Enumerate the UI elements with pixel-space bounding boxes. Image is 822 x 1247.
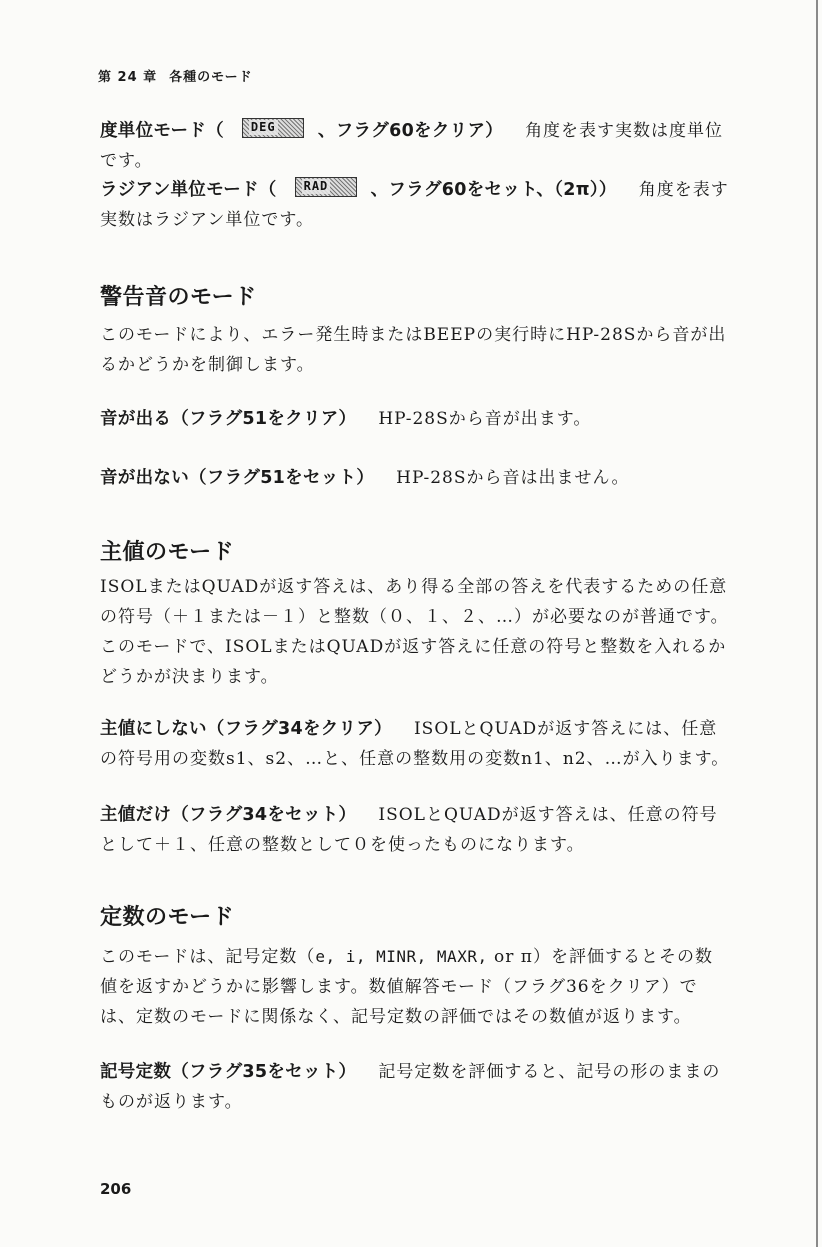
page-number: 206 [100,1180,132,1198]
beep-on-text: HP-28Sから音が出ます。 [378,409,592,429]
constants-intro-start: このモードは、記号定数（ [100,947,316,967]
symbolic-constants-lead: 記号定数（フラグ35をセット） [100,1062,357,1082]
principal-off-lead: 主値にしない（フラグ34をクリア） [100,719,392,739]
symbolic-constants-paragraph [100,1057,730,1117]
beep-off-lead: 音が出ない（フラグ51をセット） [100,468,375,488]
deg-annunciator-icon [242,118,304,138]
principal-on-lead: 主値だけ（フラグ34をセット） [100,805,357,825]
symbolic-constants-or-pi: or π [494,947,533,967]
constants-mode-heading: 定数のモード [100,905,235,930]
deg-annunciator-label: DEG [250,120,276,134]
running-header [98,66,253,85]
principal-off-paragraph [100,714,730,774]
radians-mode-lead: ラジアン単位モード（ [100,180,277,200]
constants-intro-rest: ）を評価するとその数値を返すかどうかに影響します。数値解答モード（フラグ36をクリア）では、定数のモードに関係なく、記号定数の評価ではその数値が返ります。 [100,947,713,1027]
degrees-mode-text: 角度を表す実数は度単位です。 [100,121,724,171]
radians-mode-paragraph [100,175,730,235]
beep-on-paragraph [100,404,730,434]
principal-mode-intro: ISOLまたはQUADが返す答えは、あり得る全部の答えを代表するための任意の符号（＋１または－１）と整数（０、１、２、…）が必要なのが普通です。このモードで、ISOLまたはQUADが返す答えに任意の符号と整数を入れるかどうかが決まります。 [100,577,729,687]
degrees-mode-flag: 、フラグ60をクリア） [317,121,504,141]
rad-annunciator-icon [295,177,357,197]
radians-mode-text: 角度を表す実数はラジアン単位です。 [100,180,729,230]
beep-on-lead: 音が出る（フラグ51をクリア） [100,409,357,429]
beep-off-text: HP-28Sから音は出ません。 [396,468,630,488]
symbolic-constants-list: e, i, MINR, MAXR, [315,947,488,966]
rad-annunciator-label: RAD [303,179,329,193]
principal-off-text: ISOLとQUADが返す答えには、任意の符号用の変数s1、s2、…と、任意の整数用の変数n1、n2、…が入ります。 [100,719,730,769]
beep-mode-heading: 警告音のモード [100,285,257,310]
degrees-mode-lead: 度単位モード（ [100,121,224,141]
chapter-title: 各種のモード [169,70,253,85]
beep-off-paragraph [100,463,730,493]
principal-on-paragraph [100,800,730,860]
radians-mode-flag: 、フラグ60をセット、（2π）） [370,180,617,200]
symbolic-constants-text: 記号定数を評価すると、記号の形のままのものが返ります。 [100,1062,721,1112]
constants-mode-intro [100,942,730,1032]
principal-mode-heading: 主値のモード [100,540,235,565]
page-edge-line [816,0,818,1247]
degrees-mode-paragraph [100,116,730,176]
principal-on-text: ISOLとQUADが返す答えは、任意の符号として＋１、任意の整数として０を使ったものになります。 [100,805,718,855]
chapter-number: 第 24 章 [98,70,158,85]
beep-mode-intro: このモードにより、エラー発生時またはBEEPの実行時にHP-28Sから音が出るかどうかを制御します。 [100,325,727,375]
